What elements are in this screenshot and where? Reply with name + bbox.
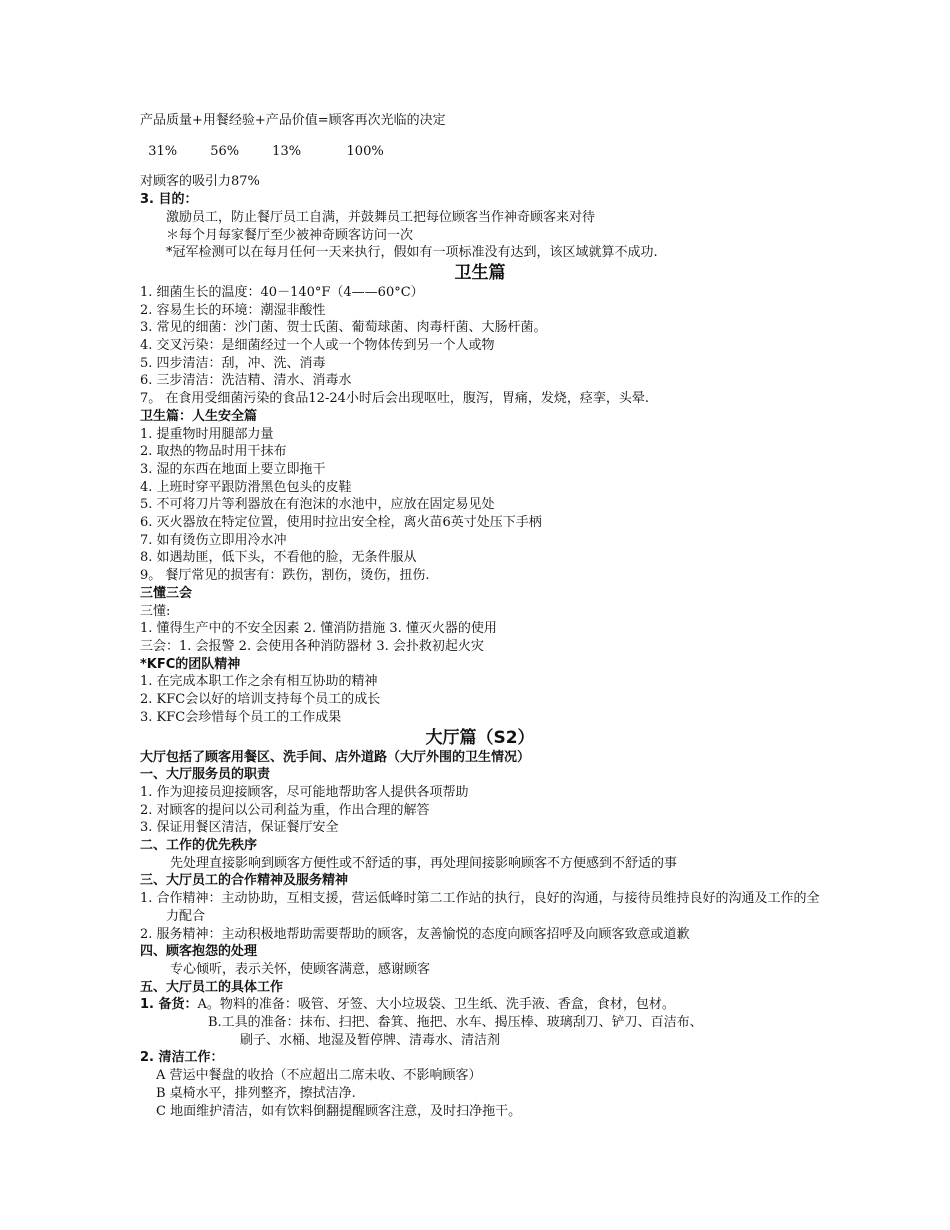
list-item: B 桌椅水平，排列整齐，擦拭洁净.	[156, 1085, 356, 1101]
purpose-line: *冠军检测可以在每月任何一天来执行，假如有一项标准没有达到，该区域就算不成功.	[166, 245, 658, 261]
purpose-line: 激励员工，防止餐厅员工自满，并鼓舞员工把每位顾客当作神奇顾客来对待	[166, 209, 596, 225]
section-heading: 二、工作的优先秩序	[140, 838, 258, 854]
understand-label: 三懂:	[140, 603, 171, 619]
can-line: 三会：1. 会报警 2. 会使用各种消防器材 3. 会扑救初起火灾	[140, 638, 484, 654]
list-item: 1. 提重物时用腿部力量	[140, 426, 274, 442]
stock-label: 1. 备货：	[140, 997, 198, 1013]
list-item: 1. 在完成本职工作之余有相互协助的精神	[140, 674, 378, 690]
list-item: 2. 服务精神：主动积极地帮助需要帮助的顾客，友善愉悦的态度向顾客招呼及向顾客致意或道歉	[140, 926, 690, 942]
hygiene-title: 卫生篇	[454, 262, 506, 283]
list-item: 5. 四步清洁：刮，冲、洗、消毒	[140, 355, 326, 371]
list-item: 1. 合作精神：主动协助，互相支援，营运低峰时第二工作站的执行，良好的沟通，与接待员维持良好的沟通及工作的全力配合	[140, 891, 820, 924]
list-item: 7. 如有烫伤立即用冷水冲	[140, 532, 287, 548]
list-item: 8. 如遇劫匪，低下头，不看他的脸，无条件服从	[140, 550, 417, 566]
stock-line	[140, 996, 820, 1014]
list-item: 2. 取热的物品时用干抹布	[140, 444, 287, 460]
lobby-intro: 大厅包括了顾客用餐区、洗手间、店外道路（大厅外围的卫生情况）	[140, 749, 531, 765]
lobby-title: 大厅篇（S2）	[425, 727, 535, 748]
appeal-line: 对顾客的吸引力87%	[140, 174, 260, 190]
list-item: 1. 细菌生长的温度：40－140°F（4——60°C）	[140, 284, 424, 300]
list-item: 3. 保证用餐区清洁，保证餐厅安全	[140, 820, 339, 836]
list-item: 2. KFC会以好的培训支持每个员工的成长	[140, 692, 381, 708]
purpose-line: ＊每个月每家餐厅至少被神奇顾客访问一次	[166, 227, 414, 243]
section-heading: 四、顾客抱怨的处理	[140, 944, 258, 960]
section-heading: 一、大厅服务员的职责	[140, 767, 271, 783]
stock-b2: 刷子、水桶、地湿及暂停牌、清毒水、清洁剂	[240, 1032, 501, 1048]
paragraph: 先处理直接影响到顾客方便性或不舒适的事，再处理间接影响顾客不方便感到不舒适的事	[170, 855, 678, 871]
list-item: 6. 灭火器放在特定位置，使用时拉出安全栓，离火苗6英寸处压下手柄	[140, 515, 542, 531]
list-item: 6. 三步清洁：洗洁精、清水、消毒水	[140, 373, 352, 389]
stock-a: A。物料的准备：吸管、牙签、大小垃圾袋、卫生纸、洗手液、香盒，食材，包材。	[197, 997, 675, 1013]
list-item: 5. 不可将刀片等利器放在有泡沫的水池中，应放在固定易见处	[140, 497, 495, 513]
team-heading: *KFC的团队精神	[140, 656, 241, 672]
section-heading: 五、大厅员工的具体工作	[140, 979, 284, 995]
safety-heading: 卫生篇：人生安全篇	[140, 408, 258, 424]
list-item: 2. 容易生长的环境：潮湿非酸性	[140, 302, 326, 318]
list-item: 9。 餐厅常见的损害有：跌伤，割伤，烫伤，扭伤.	[140, 568, 430, 584]
list-item: A 营运中餐盘的收拾（不应超出二席未收、不影响顾客）	[156, 1068, 482, 1084]
paragraph: 专心倾听，表示关怀，使顾客满意，感谢顾客	[170, 961, 431, 977]
formula-percents: 31% 56% 13% 100%	[140, 143, 384, 159]
purpose-heading: 3. 目的：	[140, 192, 198, 208]
list-item: 2. 对顾客的提问以公司利益为重，作出合理的解答	[140, 802, 430, 818]
list-item: 7。 在食用受细菌污染的食品12-24小时后会出现呕吐，腹泻，胃痛，发烧，痉挛，头晕.	[140, 391, 650, 407]
list-item: 3. 湿的东西在地面上要立即拖干	[140, 461, 326, 477]
stock-b: B.工具的准备：抹布、扫把、畚箕、拖把、水车、揭压棒、玻璃刮刀、铲刀、百洁布、	[208, 1015, 703, 1031]
list-item: C 地面维护清洁，如有饮料倒翻提醒顾客注意，及时扫净拖干。	[156, 1103, 522, 1119]
section-heading: 三、大厅员工的合作精神及服务精神	[140, 873, 349, 889]
three-heading: 三懂三会	[140, 585, 193, 601]
list-item: 4. 上班时穿平跟防滑黑色包头的皮鞋	[140, 479, 352, 495]
list-item: 4. 交叉污染：是细菌经过一个人或一个物体传到另一个人或物	[140, 338, 495, 354]
list-item: 3. 常见的细菌：沙门菌、贺士氏菌、葡萄球菌、肉毒杆菌、大肠杆菌。	[140, 320, 547, 336]
list-item: 1. 作为迎接员迎接顾客，尽可能地帮助客人提供各项帮助	[140, 784, 469, 800]
understand-line: 1. 懂得生产中的不安全因素 2. 懂消防措施 3. 懂灭火器的使用	[140, 621, 497, 637]
clean-label: 2. 清洁工作：	[140, 1050, 224, 1066]
formula-line: 产品质量+用餐经验+产品价值=顾客再次光临的决定	[140, 113, 446, 128]
list-item: 3. KFC会珍惜每个员工的工作成果	[140, 709, 342, 725]
document-page	[140, 112, 820, 1120]
